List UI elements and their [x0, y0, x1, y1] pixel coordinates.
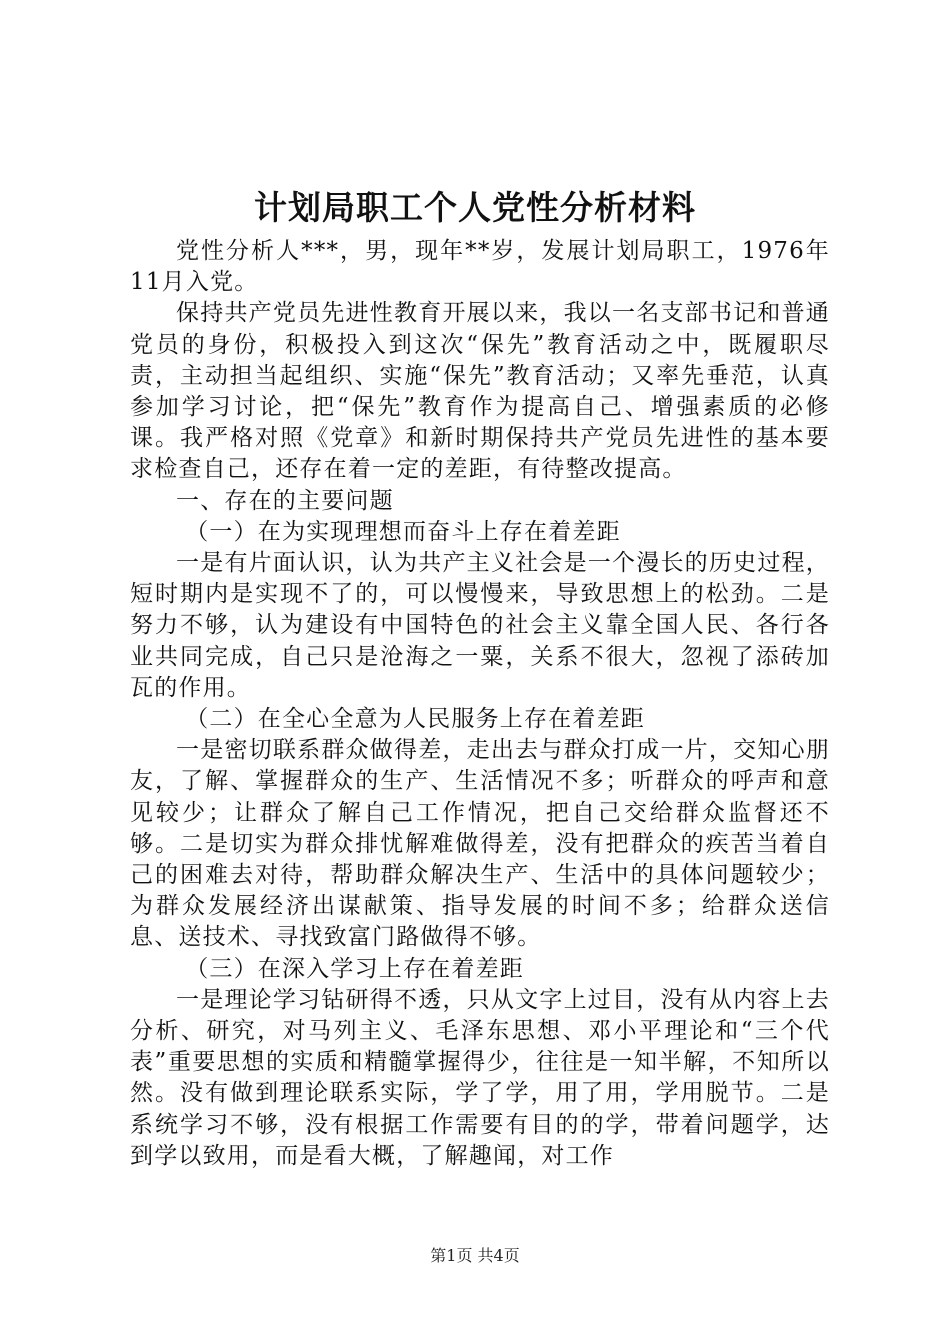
document-body	[130, 236, 830, 1172]
subsection-heading-1: （一）在为实现理想而奋斗上存在着差距	[185, 518, 621, 545]
paragraph-subsection-1: 一是有片面认识，认为共产主义社会是一个漫长的历史过程，短时期内是实现不了的，可以慢慢来，导致思想上的松劲。二是努力不够，认为建设有中国特色的社会主义靠全国人民、各行各业共同完成，自己只是沧海之一粟，关系不很大，忽视了添砖加瓦的作用。	[130, 550, 830, 701]
subsection-heading-2: （二）在全心全意为人民服务上存在着差距	[185, 706, 645, 733]
paragraph-subsection-3: 一是理论学习钻研得不透，只从文字上过目，没有从内容上去分析、研究，对马列主义、毛泽东思想、邓小平理论和“三个代表”重要思想的实质和精髓掌握得少，往往是一知半解，不知所以然。没有做到理论联系实际，学了学，用了用，学用脱节。二是系统学习不够，没有根据工作需要有目的的学，带着问题学，达到学以致用，而是看大概，了解趣闻，对工作	[130, 986, 830, 1169]
section-heading-main-problems: 一、存在的主要问题	[176, 487, 394, 514]
paragraph-overview: 保持共产党员先进性教育开展以来，我以一名支部书记和普通党员的身份，积极投入到这次“保先”教育活动之中，既履职尽责，主动担当起组织、实施“保先”教育活动；又率先垂范，认真参加学习讨论，把“保先”教育作为提高自己、增强素质的必修课。我严格对照《党章》和新时期保持共产党员先进性的基本要求检查自己，还存在着一定的差距，有待整改提高。	[130, 300, 830, 483]
paragraph-intro: 党性分析人***，男，现年**岁，发展计划局职工，1976年11月入党。	[130, 238, 830, 296]
page-number-footer: 第1页 共4页	[430, 1246, 520, 1265]
paragraph-subsection-2: 一是密切联系群众做得差，走出去与群众打成一片，交知心朋友，了解、掌握群众的生产、生活情况不多；听群众的呼声和意见较少；让群众了解自己工作情况，把自己交给群众监督还不够。二是切实为群众排忧解难做得差，没有把群众的疾苦当着自己的困难去对待，帮助群众解决生产、生活中的具体问题较少；为群众发展经济出谋献策、指导发展的时间不多；给群众送信息、送技术、寻找致富门路做得不够。	[130, 737, 830, 951]
subsection-heading-3: （三）在深入学习上存在着差距	[185, 955, 524, 982]
document-title: 计划局职工个人党性分析材料	[254, 188, 696, 227]
